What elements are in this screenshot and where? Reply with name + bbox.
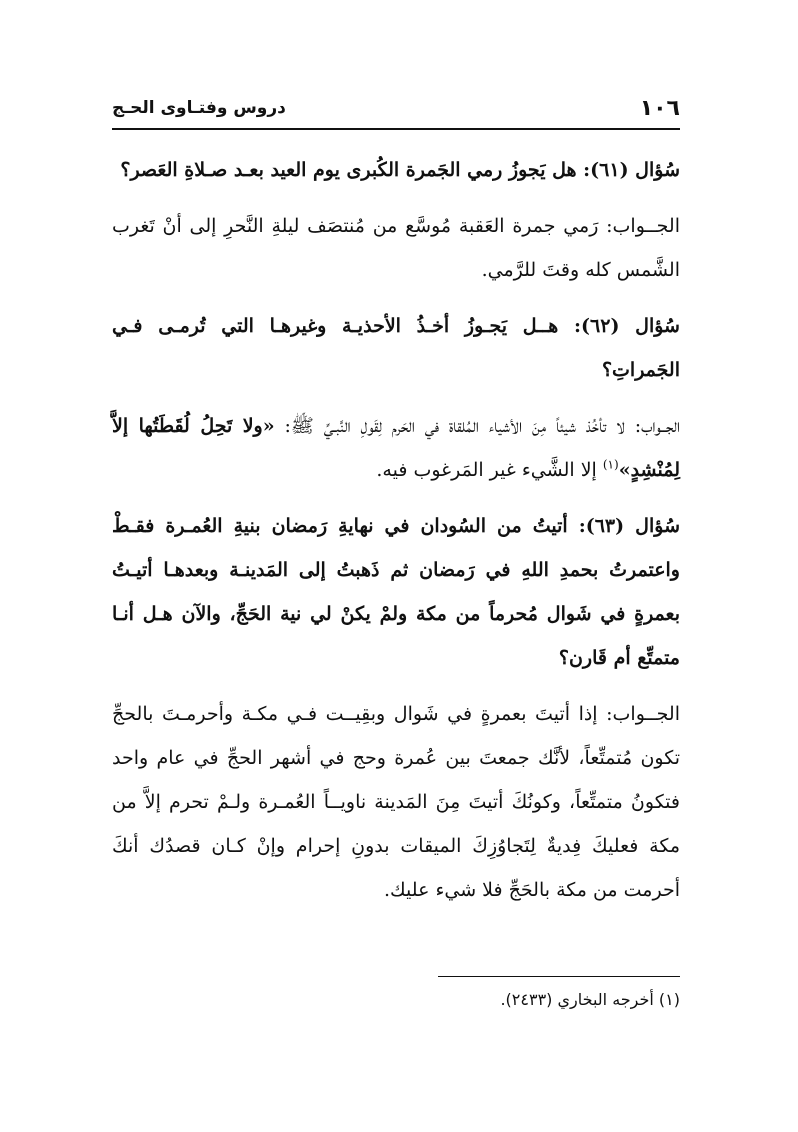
question-61: سُؤال (٦١): هل يَجوزُ رمي الجَمرة الكُبرى يوم العيد بعـد صـلاةِ العَصر؟ — [120, 159, 680, 181]
answer-63: الجــواب: إذا أتيتَ بعمرةٍ في شَوال وبقِيــت فـي مكـة وأحرمـتَ بالحجِّ تكون مُتمتِّعاً، لأنَّك جمعتَ بين عُمرة وحج في أشهر الحجِّ في عام واحد فتكونُ متمتِّعاً، وكونُكَ أتيتَ مِنَ المَدينة ناويــاً العُمـرة ولـمْ تحرم إلاَّ من مكة فعليكَ فِديةٌ لِتَجاوُزِكَ الميقات بدونِ إحرام وإنْ كـان قصدُك أنكَ أحرمت من مكة بالحَجِّ فلا شيء عليك. — [112, 703, 680, 901]
footnote-reference: (١) — [602, 457, 619, 472]
page-content — [112, 148, 680, 912]
answer-62 — [112, 404, 680, 492]
running-title: دروس وفتـاوى الحـج — [112, 98, 286, 118]
footnote: (١) أخرجه البخاري (٢٤٣٣). — [500, 990, 680, 1009]
footnote-divider — [438, 976, 680, 977]
answer-62-ending: إلا الشَّيء غير المَرغوب فيه. — [376, 459, 603, 481]
hadith-quote: «ولا تَحِلُ لُقَطَتُها إلاَّ لِمُنْشِدٍ» — [112, 415, 680, 481]
page-header — [112, 88, 680, 130]
answer-61: الجــواب: رَمي جمرة العَقبة مُوسَّع من مُنتصَف ليلةِ النَّحرِ إلى أنْ تَغرب الشَّمس كله وقتَ للرَّمي. — [112, 215, 680, 281]
book-page — [112, 88, 680, 1098]
question-62: سُؤال (٦٢): هــل يَجـوزُ أخـذُ الأحذيـة وغيرهـا التي تُرمـى فـي الجَمراتِ؟ — [112, 315, 680, 381]
page-number: ١٠٦ — [639, 96, 680, 121]
question-63: سُؤال (٦٣): أتيتُ من السُودان في نهايةِ رَمضان بنيةِ العُمـرة فقـطْ واعتمرتُ بحمدِ اللهِ في رَمضان ثم ذَهبتُ إلى المَدينـة وبعدهـا أتيـتُ بعمرةٍ في شَوال مُحرماً من مكة ولمْ يكنْ لي نية الحَجِّ، والآن هـل أنـا متمتِّع أم قَارن؟ — [112, 515, 680, 669]
answer-62-intro: الجــواب: لا تأخُذ شيئاً مِنَ الأشياء المُلقاة في الحَرم لِقَولِ النَّبـيِّ ﷺ: — [274, 415, 680, 437]
